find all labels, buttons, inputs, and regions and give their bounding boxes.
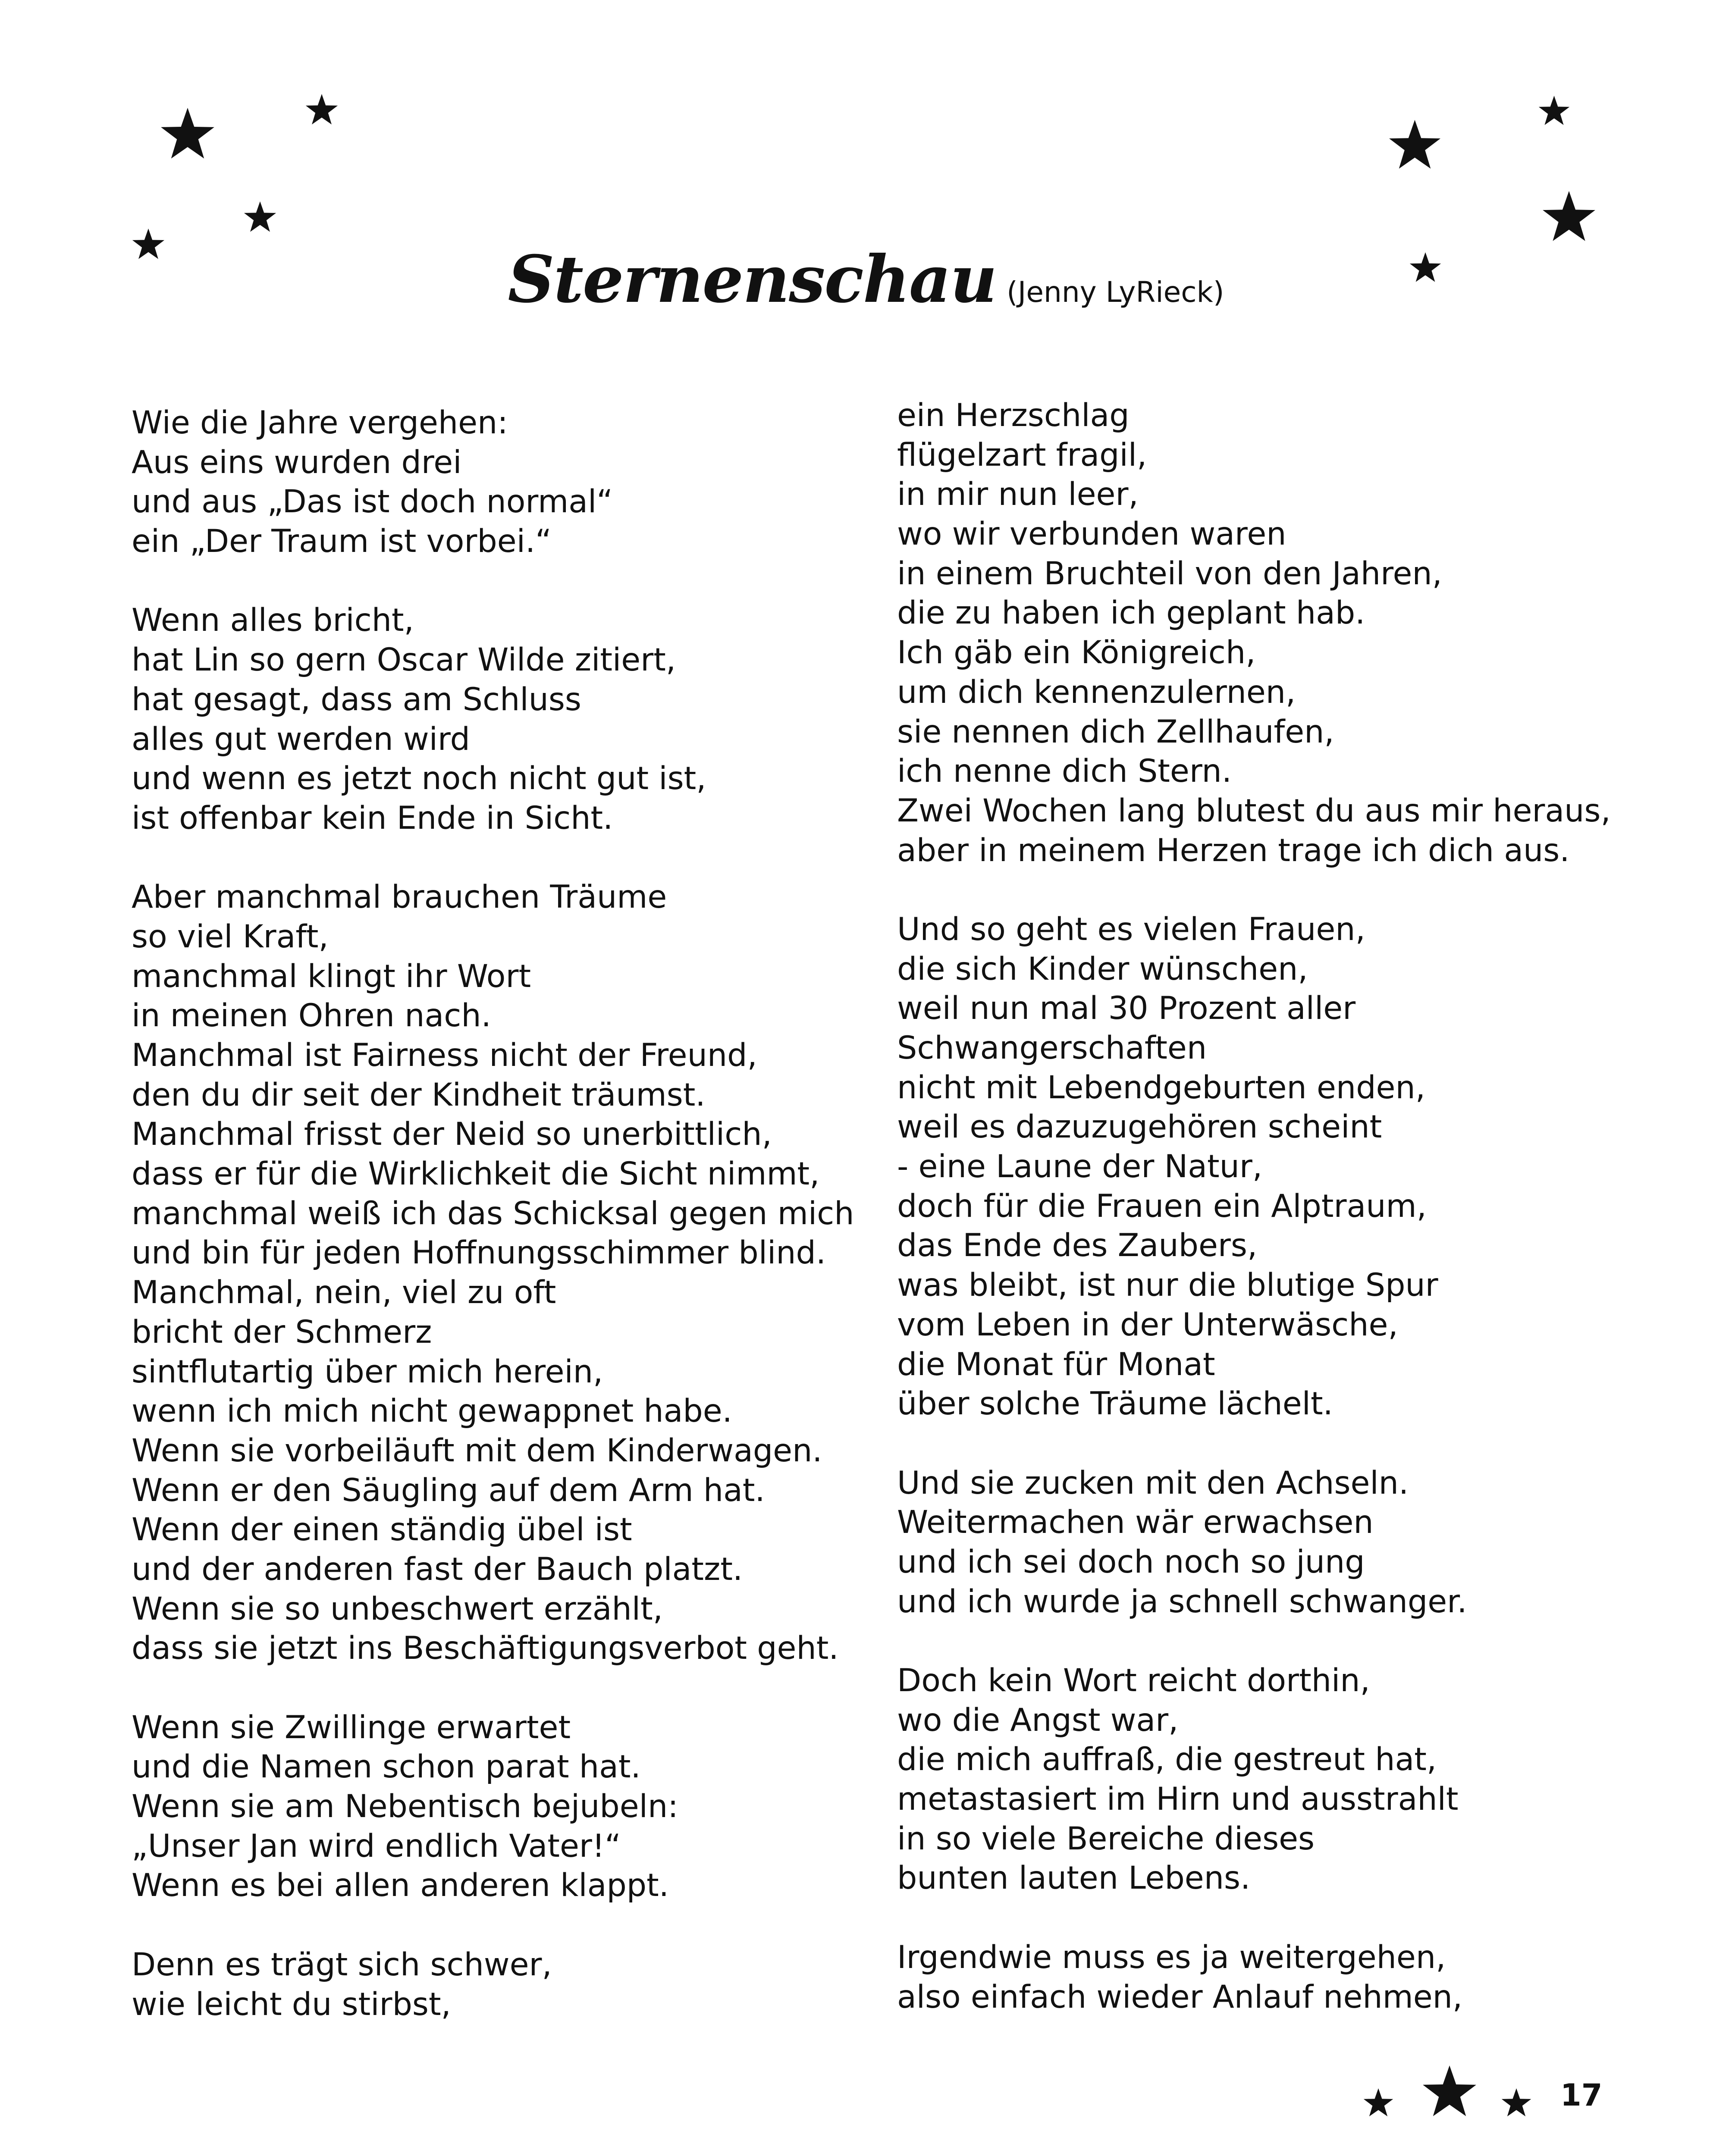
poem-line: ein „Der Traum ist vorbei.“ — [132, 523, 552, 560]
poem-line: um dich kennenzulernen, — [897, 674, 1296, 711]
poem-line: in so viele Bereiche dieses — [897, 1820, 1315, 1857]
poem-line: Wenn sie so unbeschwert erzählt, — [132, 1590, 663, 1627]
poem-left-column — [132, 403, 916, 2024]
poem-line: ich nenne dich Stern. — [897, 753, 1232, 790]
poem-line: doch für die Frauen ein Alptraum, — [897, 1188, 1427, 1225]
poem-line: und ich wurde ja schnell schwanger. — [897, 1583, 1467, 1620]
poem-line: und ich sei doch noch so jung — [897, 1543, 1365, 1580]
poem-line: Wenn sie vorbeiläuft mit dem Kinderwagen. — [132, 1432, 822, 1469]
poem-line: wie leicht du stirbst, — [132, 1986, 451, 2023]
poem-line: in einem Bruchteil von den Jahren, — [897, 555, 1442, 592]
poem-line: ist offenbar kein Ende in Sicht. — [132, 799, 613, 837]
poem-line: dass sie jetzt ins Beschäftigungsverbot geht. — [132, 1630, 839, 1667]
poem-line: das Ende des Zaubers, — [897, 1227, 1258, 1264]
poem-line: Denn es trägt sich schwer, — [132, 1946, 552, 1983]
poem-line: so viel Kraft, — [132, 918, 329, 955]
page-number: 17 — [1560, 2078, 1603, 2113]
poem-line: manchmal klingt ihr Wort — [132, 958, 531, 995]
poem-line: alles gut werden wird — [132, 721, 470, 758]
poem-line: Wenn der einen ständig übel ist — [132, 1511, 632, 1548]
poem-right-column — [897, 396, 1699, 2017]
poem-line: Wenn sie am Nebentisch bejubeln: — [132, 1788, 678, 1825]
star-icon — [1538, 96, 1570, 128]
poem-line: wo die Angst war, — [897, 1702, 1179, 1739]
poem-line: Weitermachen wär erwachsen — [897, 1504, 1374, 1541]
poem-line: „Unser Jan wird endlich Vater!“ — [132, 1827, 621, 1865]
star-icon — [1363, 2088, 1394, 2119]
poem-line: vom Leben in der Unterwäsche, — [897, 1306, 1398, 1343]
poem-line: und der anderen fast der Bauch platzt. — [132, 1551, 743, 1588]
poem-line: Wenn alles bricht, — [132, 602, 414, 639]
poem-line: Wenn es bei allen anderen klappt. — [132, 1867, 669, 1904]
author-name: (Jenny LyRieck) — [1007, 276, 1224, 309]
poem-line: Schwangerschaften — [897, 1030, 1207, 1066]
poem-line: dass er für die Wirklichkeit die Sicht nimmt, — [132, 1156, 820, 1193]
poem-line: und aus „Das ist doch normal“ — [132, 483, 613, 520]
poem-line: und bin für jeden Hoffnungsschimmer blind. — [132, 1235, 826, 1272]
star-icon — [160, 108, 216, 164]
poem-line: Ich gäb ein Königreich, — [897, 634, 1256, 671]
poem-line: Und so geht es vielen Frauen, — [897, 911, 1365, 948]
poem-line: wenn ich mich nicht gewappnet habe. — [132, 1393, 732, 1430]
poem-line: in meinen Ohren nach. — [132, 997, 491, 1034]
poem-line: also einfach wieder Anlauf nehmen, — [897, 1978, 1463, 2015]
stanza-break — [897, 1424, 1699, 1463]
poem-line: die Monat für Monat — [897, 1346, 1215, 1383]
poem-line: Doch kein Wort reicht dorthin, — [897, 1662, 1370, 1699]
star-icon — [243, 201, 277, 235]
stanza-break — [132, 1905, 916, 1945]
poem-line: ein Herzschlag — [897, 397, 1130, 434]
poem-line: die zu haben ich geplant hab. — [897, 595, 1365, 632]
poem-line: Aus eins wurden drei — [132, 444, 462, 481]
star-icon — [1421, 2065, 1478, 2122]
poem-line: die mich auffraß, die gestreut hat, — [897, 1741, 1437, 1778]
title-block — [0, 241, 1732, 317]
poem-line: aber in meinem Herzen trage ich dich aus. — [897, 832, 1570, 869]
poem-line: hat Lin so gern Oscar Wilde zitiert, — [132, 642, 676, 679]
poem-line: Wenn er den Säugling auf dem Arm hat. — [132, 1472, 765, 1509]
stanza-break — [132, 838, 916, 878]
poem-line: über solche Träume lächelt. — [897, 1385, 1333, 1423]
poem-line: manchmal weiß ich das Schicksal gegen mich — [132, 1195, 854, 1232]
poem-line: sintflutartig über mich herein, — [132, 1353, 603, 1390]
poem-line: Und sie zucken mit den Achseln. — [897, 1464, 1409, 1501]
star-icon — [1388, 120, 1442, 174]
poem-line: Zwei Wochen lang blutest du aus mir heraus, — [897, 792, 1611, 829]
poem-line: Wie die Jahre vergehen: — [132, 404, 508, 441]
poem-line: wo wir verbunden waren — [897, 516, 1286, 553]
stanza-break — [897, 870, 1699, 910]
poem-line: flügelzart fragil, — [897, 436, 1147, 473]
poem-line: Aber manchmal brauchen Träume — [132, 879, 667, 916]
stanza-break — [897, 1621, 1699, 1661]
page-title: Sternenschau — [508, 241, 997, 317]
poem-line: bunten lauten Lebens. — [897, 1860, 1251, 1897]
star-icon — [305, 94, 339, 128]
poem-line: Manchmal ist Fairness nicht der Freund, — [132, 1037, 757, 1074]
poem-line: weil es dazuzugehören scheint — [897, 1109, 1382, 1146]
poem-line: die sich Kinder wünschen, — [897, 950, 1308, 987]
poem-line: Wenn sie Zwillinge erwartet — [132, 1709, 571, 1746]
poem-line: bricht der Schmerz — [132, 1313, 432, 1351]
stanza-break — [897, 1898, 1699, 1938]
poem-line: in mir nun leer, — [897, 476, 1139, 513]
poem-line: Manchmal frisst der Neid so unerbittlich, — [132, 1116, 772, 1153]
star-icon — [1541, 191, 1597, 246]
poem-line: den du dir seit der Kindheit träumst. — [132, 1076, 706, 1113]
stanza-break — [132, 1668, 916, 1708]
poem-line: nicht mit Lebendgeburten enden, — [897, 1069, 1425, 1106]
poem-line: hat gesagt, dass am Schluss — [132, 681, 581, 718]
stanza-break — [132, 561, 916, 601]
poem-line: metastasiert im Hirn und ausstrahlt — [897, 1781, 1459, 1818]
poem-line: - eine Laune der Natur, — [897, 1148, 1263, 1185]
poem-line: Irgendwie muss es ja weitergehen, — [897, 1939, 1446, 1976]
poem-line: was bleibt, ist nur die blutige Spur — [897, 1267, 1438, 1304]
poem-line: sie nennen dich Zellhaufen, — [897, 713, 1334, 750]
poem-line: und die Namen schon parat hat. — [132, 1749, 641, 1786]
poem-line: weil nun mal 30 Prozent aller — [897, 990, 1356, 1027]
star-icon — [1501, 2088, 1532, 2119]
poem-line: Manchmal, nein, viel zu oft — [132, 1274, 556, 1311]
poem-line: und wenn es jetzt noch nicht gut ist, — [132, 760, 706, 797]
